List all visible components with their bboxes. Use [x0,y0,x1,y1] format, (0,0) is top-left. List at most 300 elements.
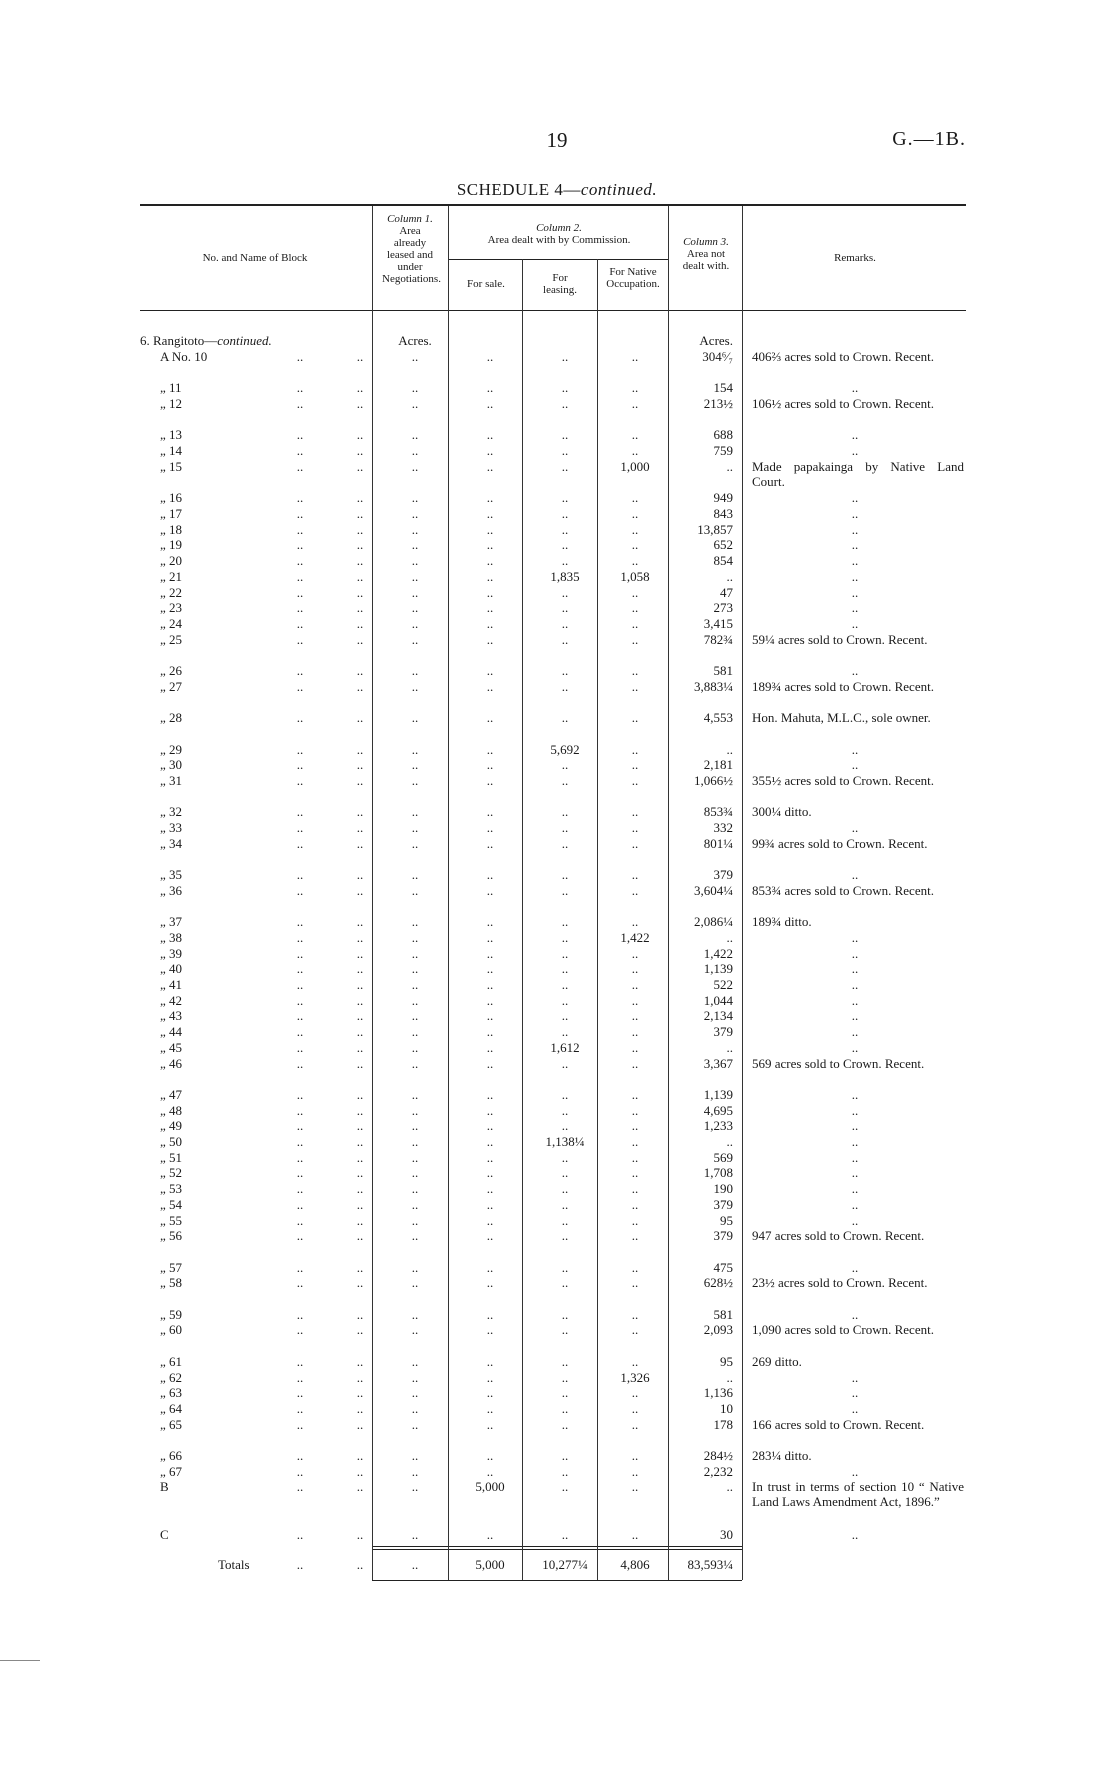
for-leasing-value: .. [561,443,569,458]
table-row [0,804,1114,820]
remarks-text: .. [851,380,859,395]
for-leasing-value: .. [561,1103,569,1118]
remarks-text: Hon. Mahuta, M.L.C., sole owner. [752,710,931,725]
for-native-value: .. [631,1527,639,1542]
table-row [0,773,1114,789]
for-leasing-value: .. [561,616,569,631]
block-name: A No. 10 [160,349,208,364]
row-dots: .. [356,1354,364,1369]
row-dots: .. [356,1448,364,1463]
for-native-value: .. [631,427,639,442]
col3-value: 1,139 [703,1087,733,1102]
for-sale-value: .. [486,1040,494,1055]
row-dots: .. [356,1040,364,1055]
block-name: „ 25 [160,632,183,647]
col1-value: .. [411,553,419,568]
remarks-text: .. [851,961,859,976]
col3-value: 2,181 [703,757,733,772]
for-sale-value: .. [486,883,494,898]
col1-value: .. [411,506,419,521]
for-leasing-value: .. [561,773,569,788]
for-sale-value: .. [486,427,494,442]
col3-value: 3,367 [703,1056,733,1071]
col1-value: .. [411,522,419,537]
block-name: „ 13 [160,427,183,442]
table-row [0,1024,1114,1040]
header-col2-title: Column 2. [536,222,582,234]
col3-value: 1,066½ [694,773,733,788]
remarks-text: 59¼ acres sold to Crown. Recent. [752,632,928,647]
for-sale-value: .. [486,490,494,505]
remarks-text: .. [851,930,859,945]
row-dots: .. [296,993,304,1008]
table-row [0,1150,1114,1166]
for-sale-value: .. [486,1260,494,1275]
for-sale-value: .. [486,616,494,631]
col3-value: 581 [713,663,733,678]
row-dots: .. [296,914,304,929]
for-native-value: .. [631,600,639,615]
row-dots: .. [296,1527,304,1542]
row-dots: .. [356,1118,364,1133]
block-name: „ 29 [160,742,183,757]
block-name: „ 64 [160,1401,183,1416]
header-for-sale: For sale. [467,278,505,290]
table-row [0,522,1114,538]
for-native-value: .. [631,1165,639,1180]
table-row [0,537,1114,553]
for-sale-value: 5,000 [475,1479,505,1494]
block-name: „ 65 [160,1417,183,1432]
row-dots: .. [296,443,304,458]
for-native-value: .. [631,616,639,631]
for-sale-value: .. [486,380,494,395]
block-name: „ 33 [160,820,183,835]
col3-value: .. [726,569,733,584]
for-leasing-value: .. [561,1213,569,1228]
for-sale-value: .. [486,663,494,678]
for-leasing-value: .. [561,820,569,835]
table-row [0,1385,1114,1401]
row-dots: .. [296,1213,304,1228]
for-native-value: .. [631,663,639,678]
for-leasing-value: .. [561,977,569,992]
for-native-value: .. [631,1213,639,1228]
row-dots: .. [356,1417,364,1432]
col1-value: .. [411,427,419,442]
row-dots: .. [296,961,304,976]
table-row [0,443,1114,459]
table-row [0,946,1114,962]
header-for-leasing: For leasing. [543,272,577,296]
table-row [0,427,1114,443]
table-row [0,1464,1114,1480]
for-leasing-value: .. [561,522,569,537]
for-native-value: .. [631,867,639,882]
block-name: „ 47 [160,1087,183,1102]
table-row [0,930,1114,946]
for-native-value: .. [631,522,639,537]
col1-value: .. [411,1354,419,1369]
col1-value: .. [411,804,419,819]
col1-value: .. [411,1181,419,1196]
for-native-value: .. [631,804,639,819]
col3-value: 782¾ [703,632,733,647]
col3-value: 522 [713,977,733,992]
block-name: „ 48 [160,1103,183,1118]
for-sale-value: .. [486,600,494,615]
for-leasing-value: .. [561,1197,569,1212]
row-dots: .. [296,679,304,694]
remarks-text: 406⅔ acres sold to Crown. Recent. [752,349,934,364]
block-name: „ 56 [160,1228,183,1243]
col1-value: .. [411,867,419,882]
for-sale-value: .. [486,1134,494,1149]
row-dots: .. [356,883,364,898]
for-native-value: .. [631,1417,639,1432]
for-leasing-value: 1,835 [550,569,580,584]
table-row [0,459,1114,489]
row-dots: .. [296,1040,304,1055]
table-row [0,1228,1114,1244]
row-dots: .. [356,1056,364,1071]
row-dots: .. [296,1307,304,1322]
col3-value: 759 [713,443,733,458]
row-dots: .. [296,1322,304,1337]
for-leasing-value: .. [561,1354,569,1369]
remarks-text: .. [851,616,859,631]
remarks-text: .. [851,820,859,835]
block-name: „ 28 [160,710,183,725]
table-row [0,1103,1114,1119]
for-native-value: .. [631,1040,639,1055]
totals-top-rule-2 [372,1549,742,1550]
table-row [0,349,1114,365]
for-native-value: .. [631,946,639,961]
block-name: „ 22 [160,585,183,600]
for-sale-value: .. [486,349,494,364]
table-row [0,600,1114,616]
col3-value: 154 [713,380,733,395]
header-col1-text: Area already leased and under Negotiations. [382,225,441,285]
row-dots: .. [296,522,304,537]
for-leasing-value: .. [561,710,569,725]
row-dots: .. [296,1260,304,1275]
for-native-value: .. [631,553,639,568]
table-row [0,616,1114,632]
row-dots: .. [296,632,304,647]
col3-value: .. [726,1040,733,1055]
title-main: SCHEDULE 4— [456,180,581,199]
for-sale-value: .. [486,459,494,474]
for-sale-value: .. [486,1448,494,1463]
for-leasing-value: .. [561,1056,569,1071]
for-sale-value: .. [486,1165,494,1180]
section-row [0,333,1114,349]
row-dots: .. [356,804,364,819]
block-name: „ 32 [160,804,183,819]
col3-value: 178 [713,1417,733,1432]
header-bottom-rule [140,310,966,311]
for-native-value: .. [631,1464,639,1479]
col3-value: 2,086¼ [694,914,733,929]
table-row [0,1118,1114,1134]
row-dots: .. [356,930,364,945]
col1-value: .. [411,1401,419,1416]
remarks-text: 283¼ ditto. [752,1448,812,1463]
table-row [0,993,1114,1009]
table-row [0,1040,1114,1056]
col3-value: 332 [713,820,733,835]
col3-value: 949 [713,490,733,505]
col3-value: 1,136 [703,1385,733,1400]
row-dots: .. [296,380,304,395]
table-row [0,1370,1114,1386]
col3-value: 213½ [703,396,733,411]
col1-value: .. [411,1150,419,1165]
remarks-text: .. [851,1087,859,1102]
row-dots: .. [296,773,304,788]
for-leasing-value: .. [561,506,569,521]
col1-value: .. [411,1197,419,1212]
for-sale-value: .. [486,1527,494,1542]
for-native-value: .. [631,585,639,600]
schedule-title [0,180,1114,200]
row-dots: .. [296,663,304,678]
for-native-value: .. [631,1118,639,1133]
row-dots: .. [296,1479,304,1494]
row-dots: .. [296,757,304,772]
table-row [0,1056,1114,1072]
col3-value: 379 [713,867,733,882]
row-dots: .. [296,1197,304,1212]
for-leasing-value: .. [561,914,569,929]
row-dots: .. [356,616,364,631]
for-sale-value: .. [486,820,494,835]
for-native-value: 1,422 [620,930,650,945]
for-sale-value: .. [486,679,494,694]
remarks-text: 166 acres sold to Crown. Recent. [752,1417,925,1432]
block-name: „ 20 [160,553,183,568]
header-col2-text: Area dealt with by Commission. [487,234,631,246]
remarks-text: .. [851,977,859,992]
block-name: „ 36 [160,883,183,898]
col1-value: .. [411,914,419,929]
row-dots: .. [296,1165,304,1180]
for-native-value: .. [631,1479,639,1494]
remarks-text: .. [851,1103,859,1118]
row-dots: .. [356,585,364,600]
block-name: „ 53 [160,1181,183,1196]
for-leasing-value: .. [561,663,569,678]
for-native-value: .. [631,883,639,898]
col1-value: .. [411,380,419,395]
row-dots: .. [296,1056,304,1071]
row-dots: .. [356,1165,364,1180]
for-leasing-value: .. [561,804,569,819]
col3-value: 13,857 [697,522,733,537]
for-sale-value: .. [486,961,494,976]
for-leasing-value: .. [561,1448,569,1463]
block-name: „ 67 [160,1464,183,1479]
for-native-value: .. [631,349,639,364]
row-dots: .. [296,883,304,898]
row-dots: .. [296,930,304,945]
for-sale-value: .. [486,396,494,411]
table-row [0,1134,1114,1150]
col3-value: 688 [713,427,733,442]
remarks-text: .. [851,663,859,678]
for-sale-value: .. [486,1087,494,1102]
for-sale-value: .. [486,1118,494,1133]
row-dots: .. [356,1322,364,1337]
section-label: 6. Rangitoto—continued. [140,333,272,348]
for-leasing-value: .. [561,1150,569,1165]
table-row [0,1197,1114,1213]
for-leasing-value: 5,692 [550,742,580,757]
remarks-text: 269 ditto. [752,1354,802,1369]
table-row [0,1087,1114,1103]
col1-value: .. [411,600,419,615]
col1-value: .. [411,585,419,600]
table-row [0,1527,1114,1543]
col1-value: .. [411,1479,419,1494]
col2-subrule [449,259,668,260]
row-dots: .. [356,600,364,615]
for-native-value: .. [631,537,639,552]
block-name: „ 34 [160,836,183,851]
row-dots: .. [356,1181,364,1196]
remarks-text: 23½ acres sold to Crown. Recent. [752,1275,928,1290]
for-leasing-value: .. [561,632,569,647]
block-name: „ 57 [160,1260,183,1275]
row-dots: .. [296,1181,304,1196]
for-leasing-value: .. [561,961,569,976]
col1-value: .. [411,1385,419,1400]
for-sale-value: .. [486,1385,494,1400]
for-native-value: .. [631,1401,639,1416]
remarks-text: 947 acres sold to Crown. Recent. [752,1228,925,1243]
col1-value: .. [411,1417,419,1432]
col1-value: .. [411,1103,419,1118]
for-sale-value: .. [486,836,494,851]
for-leasing-value: .. [561,537,569,552]
remarks-text: .. [851,1197,859,1212]
for-native-value: .. [631,710,639,725]
block-name: „ 58 [160,1275,183,1290]
totals-label: Totals [218,1557,250,1572]
block-name: „ 24 [160,616,183,631]
col3-value: 30 [720,1527,733,1542]
totals-col1: .. [411,1557,419,1572]
for-native-value: .. [631,1275,639,1290]
remarks-text: .. [851,1040,859,1055]
row-dots: .. [356,1401,364,1416]
totals-dots-1: .. [296,1557,304,1572]
table-row [0,1479,1114,1509]
col1-value: .. [411,1307,419,1322]
for-leasing-value: .. [561,553,569,568]
row-dots: .. [356,490,364,505]
row-dots: .. [296,506,304,521]
row-dots: .. [296,1118,304,1133]
remarks-text: .. [851,757,859,772]
row-dots: .. [356,946,364,961]
col3-value: 581 [713,1307,733,1322]
for-sale-value: .. [486,537,494,552]
for-native-value: .. [631,396,639,411]
remarks-text: .. [851,585,859,600]
for-native-value: .. [631,1197,639,1212]
for-sale-value: .. [486,1370,494,1385]
header-remarks: Remarks. [834,252,876,264]
row-dots: .. [356,1213,364,1228]
row-dots: .. [296,459,304,474]
col1-value: .. [411,710,419,725]
for-sale-value: .. [486,1181,494,1196]
col1-value: .. [411,459,419,474]
for-leasing-value: .. [561,930,569,945]
header-col3-text: Area not dealt with. [682,248,730,272]
header-col2 [450,222,668,246]
col3-value: 1,044 [703,993,733,1008]
for-leasing-value: .. [561,1260,569,1275]
for-native-value: .. [631,1087,639,1102]
row-dots: .. [356,522,364,537]
col3-value: .. [726,1370,733,1385]
for-leasing-value: .. [561,396,569,411]
remarks-text: .. [851,1213,859,1228]
for-sale-value: .. [486,443,494,458]
remarks-text: .. [851,490,859,505]
for-leasing-value: 1,612 [550,1040,580,1055]
row-dots: .. [356,396,364,411]
col3-value: 1,233 [703,1118,733,1133]
row-dots: .. [356,977,364,992]
for-sale-value: .. [486,1150,494,1165]
col1-value: .. [411,883,419,898]
table-row [0,1322,1114,1338]
block-name: „ 12 [160,396,183,411]
row-dots: .. [356,1008,364,1023]
row-dots: .. [356,380,364,395]
row-dots: .. [356,459,364,474]
block-name: „ 44 [160,1024,183,1039]
row-dots: .. [296,396,304,411]
for-leasing-value: .. [561,1479,569,1494]
col1-value: .. [411,443,419,458]
col1-value: .. [411,993,419,1008]
row-dots: .. [296,710,304,725]
header-col1 [374,213,446,285]
remarks-text: .. [851,1181,859,1196]
row-dots: .. [356,427,364,442]
remarks-text: .. [851,506,859,521]
col3-value: 47 [720,585,733,600]
for-native-value: 1,000 [620,459,650,474]
row-dots: .. [356,1228,364,1243]
block-name: „ 42 [160,993,183,1008]
block-name: „ 11 [160,380,182,395]
col1-value: .. [411,396,419,411]
for-leasing-value: .. [561,380,569,395]
remarks-text: .. [851,993,859,1008]
table-row [0,490,1114,506]
for-native-value: 1,326 [620,1370,650,1385]
totals-col3: 83,593¼ [687,1557,733,1572]
header-col3-title: Column 3. [683,236,729,248]
col1-value: .. [411,1370,419,1385]
